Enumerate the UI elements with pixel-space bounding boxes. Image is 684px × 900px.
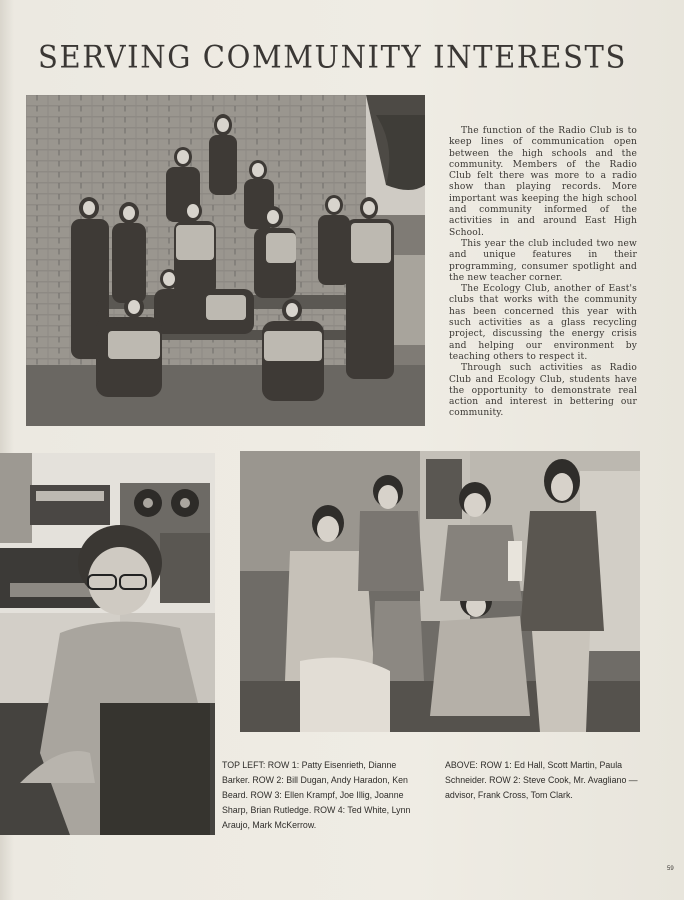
page-title: SERVING COMMUNITY INTERESTS xyxy=(38,39,627,75)
caption-top-left: TOP LEFT: ROW 1: Patty Eisenrieth, Dianne Barker. ROW 2: Bill Dugan, Andy Haradon, Ken Beard. ROW 3: Ellen Krampf, Joe Illig, Joanne Sharp, Brian Rutledge. ROW 4: Ted White, Lynn Araujo, Mark McKerrow. xyxy=(222,760,411,831)
article-text xyxy=(449,126,637,420)
caption-above: ABOVE: ROW 1: Ed Hall, Scott Martin, Paula Schneider. ROW 2: Steve Cook, Mr. Avagliano — advisor, Frank Cross, Tom Clark. xyxy=(445,760,638,801)
article-paragraph: Through such activities as Radio Club and Ecology Club, students have the opportunity to demonstrate real action and interest in bettering our community. xyxy=(449,363,637,419)
article-paragraph: The Ecology Club, another of East's clubs that works with the community has been concerned this year with such activities as a glass recycling project, discussing the energy crisis and helping our environment by teaching others to respect it. xyxy=(449,284,637,362)
radio-console-photo xyxy=(0,453,215,835)
page-number: 59 xyxy=(667,866,674,872)
group-photo-ecology-club xyxy=(26,95,425,426)
article-paragraph: The function of the Radio Club is to keep lines of communication open between the high schools and the community. Members of the Radio Club felt there was more to a radio show than playing records. More important was keeping the high school and community informed of the activities in and around East High School. xyxy=(449,126,637,238)
article-paragraph: This year the club included two new and unique features in their programming, consumer spotlight and the new teacher corner. xyxy=(449,238,637,283)
group-photo-radio-club xyxy=(240,451,640,732)
